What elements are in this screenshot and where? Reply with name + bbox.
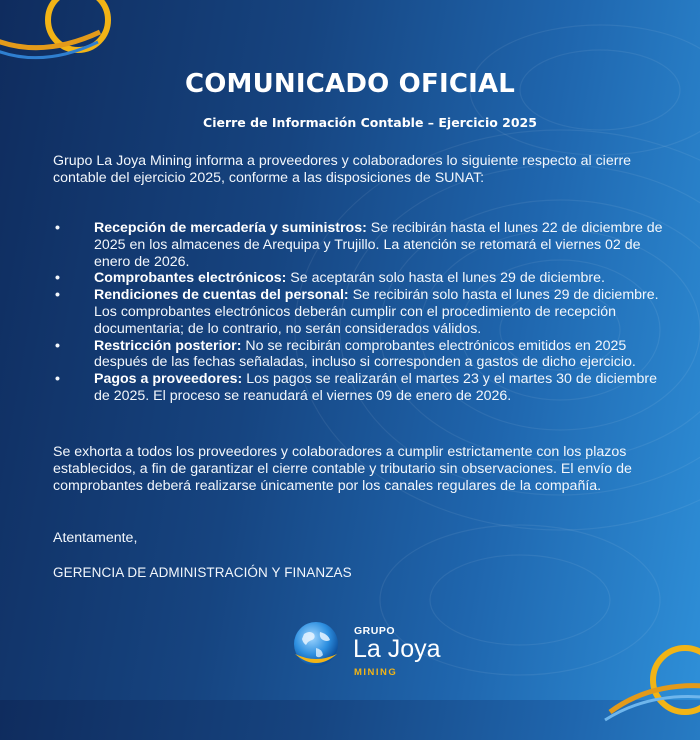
bullet-text: Se aceptarán solo hasta el lunes 29 de diciembre. (286, 270, 605, 287)
bullet-heading: Comprobantes electrónicos: (94, 270, 287, 287)
bullet-text: Se recibirán hasta el lunes 22 de diciembre de 2025 en los almacenes de Arequipa y Trujillo. La atención se retomará el viernes 02 de enero de 2026. (94, 220, 663, 270)
bullet-heading: Restricción posterior: (94, 337, 242, 354)
bullet-dot-icon: • (55, 220, 60, 236)
intro-paragraph: Grupo La Joya Mining informa a proveedores y colaboradores lo siguiente respecto al cierre contable del ejercicio 2025, conforme a las disposiciones de SUNAT: (53, 153, 632, 186)
bullet-dot-icon: • (55, 337, 60, 354)
closing-paragraph: Se exhorta a todos los proveedores y colaboradores a cumplir estrictamente con los plazos establecidos, a fin de garantizar el cierre contable y tributario sin observaciones. El envío de comprobantes deberá realizarse únicamente por los canales regulares de la compañía. (53, 444, 632, 494)
bullet-dot-icon: • (55, 270, 60, 287)
bullet-heading: Rendiciones de cuentas del personal: (94, 287, 349, 304)
bullet-item-rendiciones (53, 287, 673, 337)
logo-mining-text: MINING (354, 667, 398, 678)
bullet-item-pagos (53, 371, 673, 405)
bullet-text: No se recibirán comprobantes electrónicos emitidos en 2025 después de las fechas señaladas, incluso si corresponden a gastos de dicho ejercicio. (94, 337, 636, 371)
bullet-heading: Recepción de mercadería y suministros: (94, 220, 367, 236)
globe-logo-icon (290, 620, 342, 672)
bullet-list (53, 220, 673, 405)
decorative-rings-bottom-right (590, 620, 700, 740)
page-subtitle: Cierre de Información Contable – Ejercicio 2025 (203, 115, 537, 130)
bullet-item-restriccion (53, 338, 673, 372)
bullet-dot-icon: • (55, 287, 60, 304)
decorative-rings-top-left (0, 0, 130, 80)
bullet-heading: Pagos a proveedores: (94, 371, 243, 388)
bullet-text: Se recibirán solo hasta el lunes 29 de diciembre. Los comprobantes electrónicos deberán cumplir con el procedimiento de recepción documentaria; de lo contrario, no serán considerados válidos. (94, 287, 659, 337)
signature-text: GERENCIA DE ADMINISTRACIÓN Y FINANZAS (53, 565, 352, 580)
logo-grupo-text: GRUPO (354, 625, 396, 637)
bullet-dot-icon: • (55, 371, 60, 388)
page-title: COMUNICADO OFICIAL (184, 69, 516, 99)
bullet-item-recepcion (53, 220, 673, 270)
logo-name-text: La Joya (353, 635, 441, 663)
company-logo (290, 618, 450, 678)
regards-text: Atentamente, (53, 530, 138, 546)
bullet-text: Los pagos se realizarán el martes 23 y el martes 30 de diciembre de 2025. El proceso se reanudará el viernes 09 de enero de 2026. (94, 371, 658, 404)
bullet-item-comprobantes (53, 270, 673, 287)
